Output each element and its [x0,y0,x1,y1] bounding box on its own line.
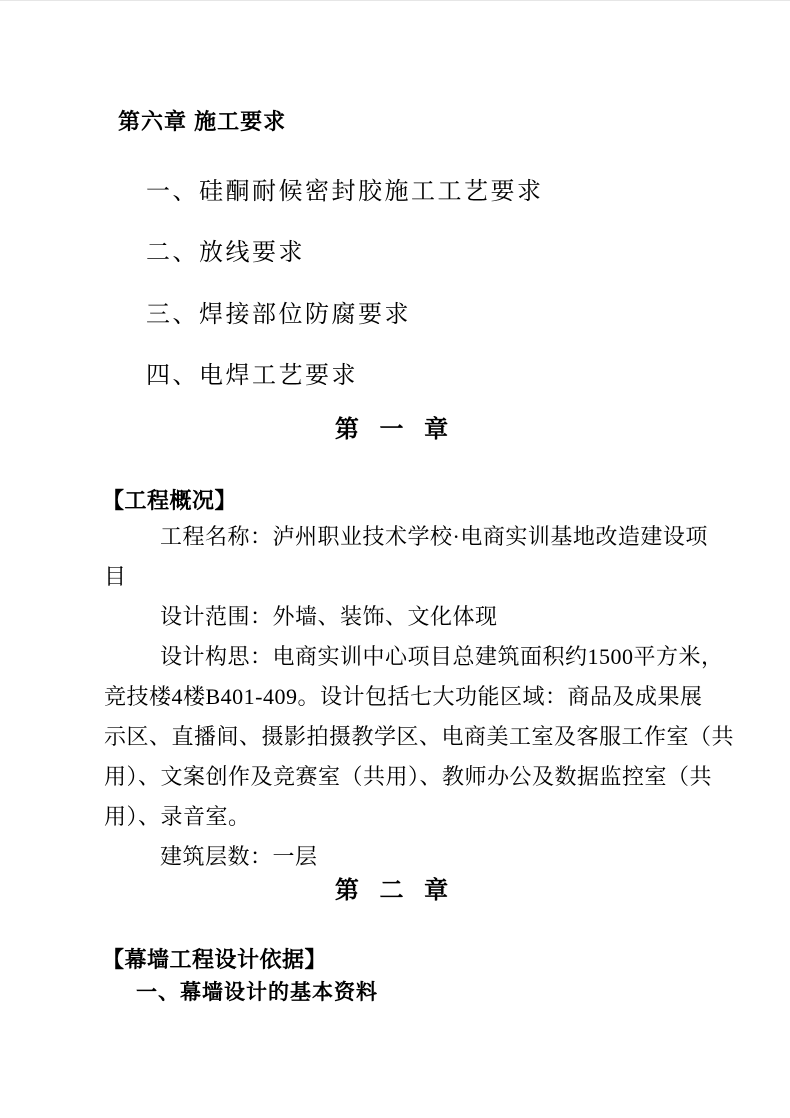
body-line-3: 设计范围：外墙、装饰、文化体现 [160,604,498,629]
section-title-curtain-wall-design-basis: 【幕墙工程设计依据】 [102,947,328,972]
body-line-9: 建筑层数：一层 [160,844,318,869]
chapter6-item-4: 四、电焊工艺要求 [146,363,358,389]
body-line-8: 用）、录音室。 [104,804,251,829]
chapter6-item-2: 二、放线要求 [146,240,305,266]
chapter6-title: 第六章 施工要求 [118,109,287,134]
body-line-6: 示区、直播间、摄影拍摄教学区、电商美工室及客服工作室（共 [104,724,735,749]
project-overview-body [104,517,735,877]
section-title-project-overview: 【工程概况】 [102,488,238,513]
chapter1-heading: 第 一 章 [334,416,456,443]
body-line-1: 工程名称：泸州职业技术学校·电商实训基地改造建设项 [160,524,708,549]
chapter6-item-3: 三、焊接部位防腐要求 [146,302,411,328]
chapter6-item-1: 一、硅酮耐候密封胶施工工艺要求 [146,179,544,205]
body-line-4: 设计构思：电商实训中心项目总建筑面积约1500平方米， [160,644,724,669]
body-line-2: 目 [104,564,127,589]
subsection-title-curtain-wall-basic-data: 一、幕墙设计的基本资料 [136,981,378,1004]
chapter2-heading: 第 二 章 [334,877,456,904]
body-line-7: 用）、文案创作及竞赛室（共用）、教师办公及数据监控室（共 [104,764,713,789]
body-line-5: 竞技楼4楼B401-409。设计包括七大功能区域：商品及成果展 [104,684,703,709]
